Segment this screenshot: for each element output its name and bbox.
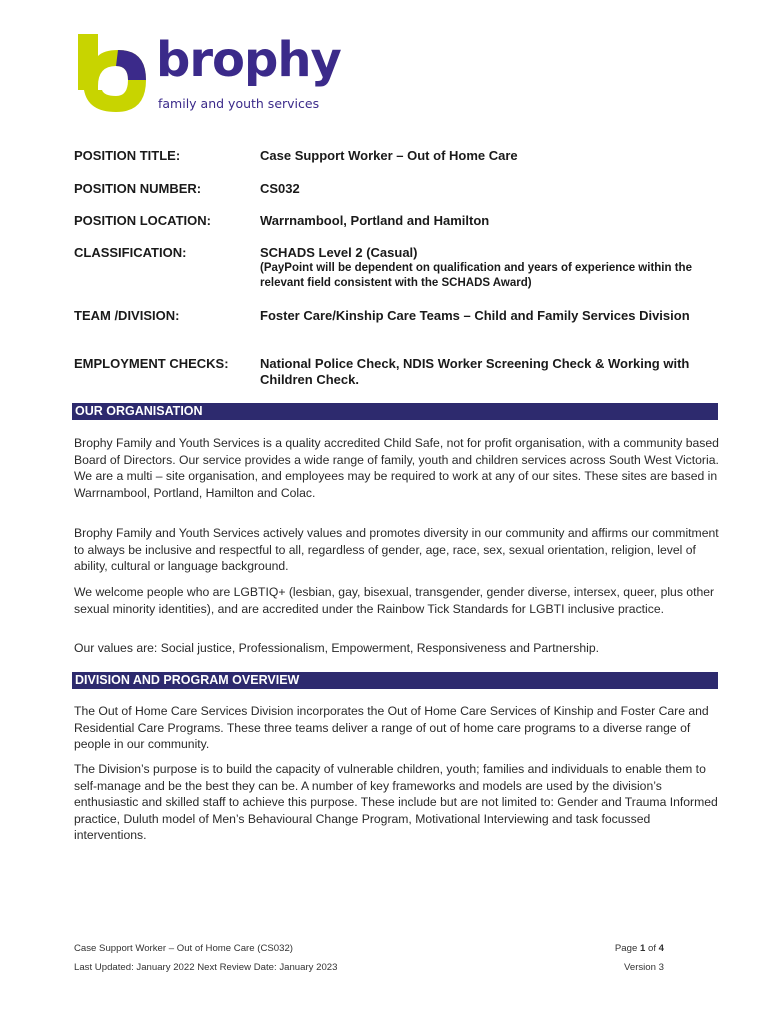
classification-value-block (260, 245, 720, 291)
organisation-paragraph-1: Brophy Family and Youth Services is a quality accredited Child Safe, not for profit organisation, with a community based Board of Directors. Our service provides a wide range of family, youth and children services across South West Victoria. We are a multi – site organisation, and employees may be required to work at any of our sites. These sites are based in Warrnambool, Portland, Hamilton and Colac. (74, 436, 719, 500)
employment-checks-label: EMPLOYMENT CHECKS: (74, 356, 229, 371)
position-number-value: CS032 (260, 181, 300, 196)
division-paragraph-2: The Division’s purpose is to build the capacity of vulnerable children, youth; families and individuals to enable them to self-manage and be the best they can be. A number of key frameworks and models are used by the division’s enthusiastic and skilled staff to achieve this purpose. These include but are not limited to: Gender and Trauma Informed practice, Duluth model of Men’s Behavioural Change Program, Motivational Interviewing and task focussed interventions. (74, 762, 718, 843)
footer-document-title: Case Support Worker – Out of Home Care (CS032) (74, 943, 293, 954)
position-number-label: POSITION NUMBER: (74, 181, 202, 196)
logo-tagline: family and youth services (158, 96, 320, 111)
position-title-label: POSITION TITLE: (74, 148, 181, 163)
page-total: 4 (658, 943, 664, 954)
footer-page-number (615, 943, 664, 954)
employment-checks-value: National Police Check, NDIS Worker Screening Check & Working with Children Check. (260, 356, 690, 387)
footer-version: Version 3 (623, 962, 664, 973)
organisation-paragraph-4: Our values are: Social justice, Professionalism, Empowerment, Responsiveness and Partnership. (74, 641, 599, 655)
section-heading-our-organisation: OUR ORGANISATION (72, 403, 718, 420)
team-division-value: Foster Care/Kinship Care Teams – Child and Family Services Division (260, 308, 690, 323)
brophy-logo-mark-icon (74, 30, 160, 114)
brophy-logo (74, 30, 344, 116)
team-division-label: TEAM /DIVISION: (74, 308, 180, 323)
position-location-value: Warrnambool, Portland and Hamilton (260, 213, 490, 228)
organisation-paragraph-2: Brophy Family and Youth Services actively values and promotes diversity in our community and affirms our commitment to always be inclusive and respectful to all, regardless of gender, age, race, sex, sexual orientation, religion, level of ability, cultural or language background. (74, 526, 719, 574)
classification-value: SCHADS Level 2 (Casual) (260, 245, 418, 260)
organisation-paragraph-3: We welcome people who are LGBTIQ+ (lesbian, gay, bisexual, transgender, gender diverse, intersex, queer, plus other sexual minority identities), and are accredited under the Rainbow Tick Standards for LGBTI inclusive practice. (74, 585, 715, 616)
page-of: of (645, 943, 659, 954)
footer-updated-dates: Last Updated: January 2022 Next Review Date: January 2023 (74, 962, 338, 973)
logo-wordmark: brophy (156, 32, 341, 88)
division-paragraph-1: The Out of Home Care Services Division incorporates the Out of Home Care Services of Kinship and Foster Care and Residential Care Programs. These three teams deliver a range of out of home care programs to a diverse range of people in our community. (74, 704, 709, 752)
page-prefix: Page (614, 943, 640, 954)
position-title-value: Case Support Worker – Out of Home Care (260, 148, 518, 163)
classification-label: CLASSIFICATION: (74, 245, 187, 260)
page-current: 1 (639, 943, 646, 954)
classification-note: (PayPoint will be dependent on qualification and years of experience within the relevant field consistent with the SCHADS Award) (260, 262, 692, 289)
position-location-label: POSITION LOCATION: (74, 213, 211, 228)
section-heading-division-overview: DIVISION AND PROGRAM OVERVIEW (72, 672, 718, 689)
